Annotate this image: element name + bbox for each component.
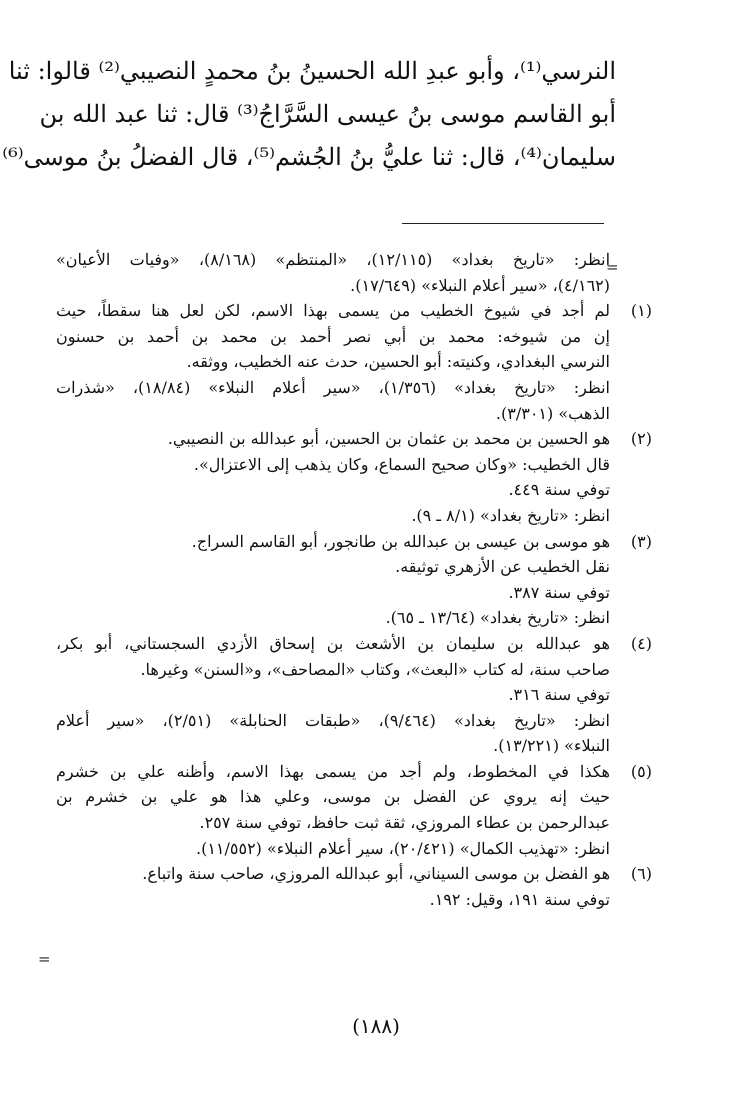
footnote-number: (٤) bbox=[630, 633, 652, 653]
page-number: (١٨٨) bbox=[352, 1014, 400, 1038]
main-text-line: أبو القاسم موسى بنُ عيسى السَّرَّاجُ⁽³⁾ قال: ثنا عبد الله بن bbox=[39, 100, 616, 128]
footnote-2 bbox=[56, 426, 652, 528]
footnote-line: الذهب» (٣/٣٠١). bbox=[495, 403, 610, 423]
footnote-line: انظر: «تهذيب الكمال» (٢٠/٤٢١)، سير أعلام النبلاء» (١١/٥٥٢). bbox=[195, 838, 610, 858]
footnote-line: توفي سنة ٣٨٧. bbox=[508, 582, 610, 602]
footnote-line: لم أجد في شيوخ الخطيب من يسمى بهذا الاسم، لكن لعل هنا سقطاً، حيث bbox=[56, 301, 610, 321]
footnote-1 bbox=[56, 298, 652, 426]
footnote-line: النرسي البغدادي، وكنيته: أبو الحسين، حدث عنه الخطيب، ووثقه. bbox=[186, 352, 610, 372]
footnote-line: انظر: «تاريخ بغداد» (٩/٤٦٤)، «طبقات الحنابلة» (٢/٥١)، «سير أعلام bbox=[56, 710, 610, 730]
footnote-line: نقل الخطيب عن الأزهري توثيقه. bbox=[395, 557, 610, 577]
footnote-line: هو عبدالله بن سليمان بن الأشعث بن إسحاق الأزدي السجستاني، أبو بكر، bbox=[56, 633, 610, 653]
main-text-line: النرسي⁽¹⁾، وأبو عبدِ الله الحسينُ بنُ محمدٍ النصيبي⁽²⁾ قالوا: ثنا bbox=[8, 57, 616, 85]
footnote-line: هو موسى بن عيسى بن عبدالله بن طانجور، أبو القاسم السراج. bbox=[191, 531, 610, 551]
footnote-line: هو الحسين بن محمد بن عثمان بن الحسين، أبو عبدالله بن النصيبي. bbox=[167, 429, 610, 449]
main-text bbox=[2, 50, 616, 179]
footnote-line: عبدالرحمن بن عطاء المروزي، ثقة ثبت حافظ، توفي سنة ٢٥٧. bbox=[199, 813, 610, 833]
footnote-6 bbox=[56, 861, 652, 912]
footnote-number: (٣) bbox=[630, 531, 652, 551]
footnote-number: (٢) bbox=[630, 429, 652, 449]
footnote-line: حيث إنه يروي عن الفضل بن موسى، وعلي هذا هو علي بن خشرم بن bbox=[56, 787, 610, 807]
footnotes bbox=[56, 247, 652, 912]
footnote-line: (٤/١٦٢)، «سير أعلام النبلاء» (١٧/٦٤٩). bbox=[350, 275, 610, 295]
footnote-line: انظر: «تاريخ بغداد» (١٢/١١٥)، «المنتظم» (٨/١٦٨)، «وفيات الأعيان» bbox=[56, 250, 611, 269]
footnote-4 bbox=[56, 631, 652, 759]
footnote-line: قال الخطيب: «وكان صحيح السماع، وكان يذهب إلى الاعتزال». bbox=[193, 454, 610, 474]
footnote-line: النبلاء» (١٣/٢٢١). bbox=[493, 736, 610, 756]
footnote-line: توفي سنة ١٩١، وقيل: ١٩٢. bbox=[429, 889, 610, 909]
footnote-line: إن من شيوخه: محمد بن أبي نصر أحمد بن محمد بن أحمد بن حسنون bbox=[56, 326, 610, 346]
footnote-number: (١) bbox=[630, 301, 652, 321]
continuation-marker-bottom: = bbox=[38, 950, 51, 968]
footnote-line: صاحب سنة، له كتاب «البعث»، وكتاب «المصاحف»، و«السنن» وغيرها. bbox=[140, 659, 610, 679]
footnote-line: انظر: «تاريخ بغداد» (١٣/٦٤ ـ ٦٥). bbox=[385, 608, 610, 628]
footnote-3 bbox=[56, 529, 652, 631]
main-text-line: سليمان⁽⁴⁾، قال: ثنا عليُّ بنُ الجُشم⁽⁵⁾، قال الفضلُ بنُ موسى⁽⁶⁾ bbox=[2, 143, 616, 171]
footnote-5 bbox=[56, 759, 652, 861]
footnote-separator bbox=[402, 223, 604, 224]
footnote-line: انظر: «تاريخ بغداد» (٨/١ ـ ٩). bbox=[411, 505, 610, 525]
footnote-number: (٦) bbox=[630, 864, 652, 884]
footnote-line: هكذا في المخطوط، ولم أجد من يسمى بهذا الاسم، وأظنه علي بن خشرم bbox=[56, 761, 610, 781]
footnote-line: توفي سنة ٣١٦. bbox=[508, 685, 610, 705]
continuation-marker-top: = bbox=[606, 258, 619, 276]
footnote-line: توفي سنة ٤٤٩. bbox=[508, 480, 610, 500]
footnote-line: انظر: «تاريخ بغداد» (١/٣٥٦)، «سير أعلام النبلاء» (١٨/٨٤)، «شذرات bbox=[56, 377, 611, 397]
footnote-line: هو الفضل بن موسى السيناني، أبو عبدالله المروزي، صاحب سنة واتباع. bbox=[142, 864, 610, 884]
footnote-continuation bbox=[56, 247, 652, 298]
footnote-number: (٥) bbox=[630, 761, 652, 781]
